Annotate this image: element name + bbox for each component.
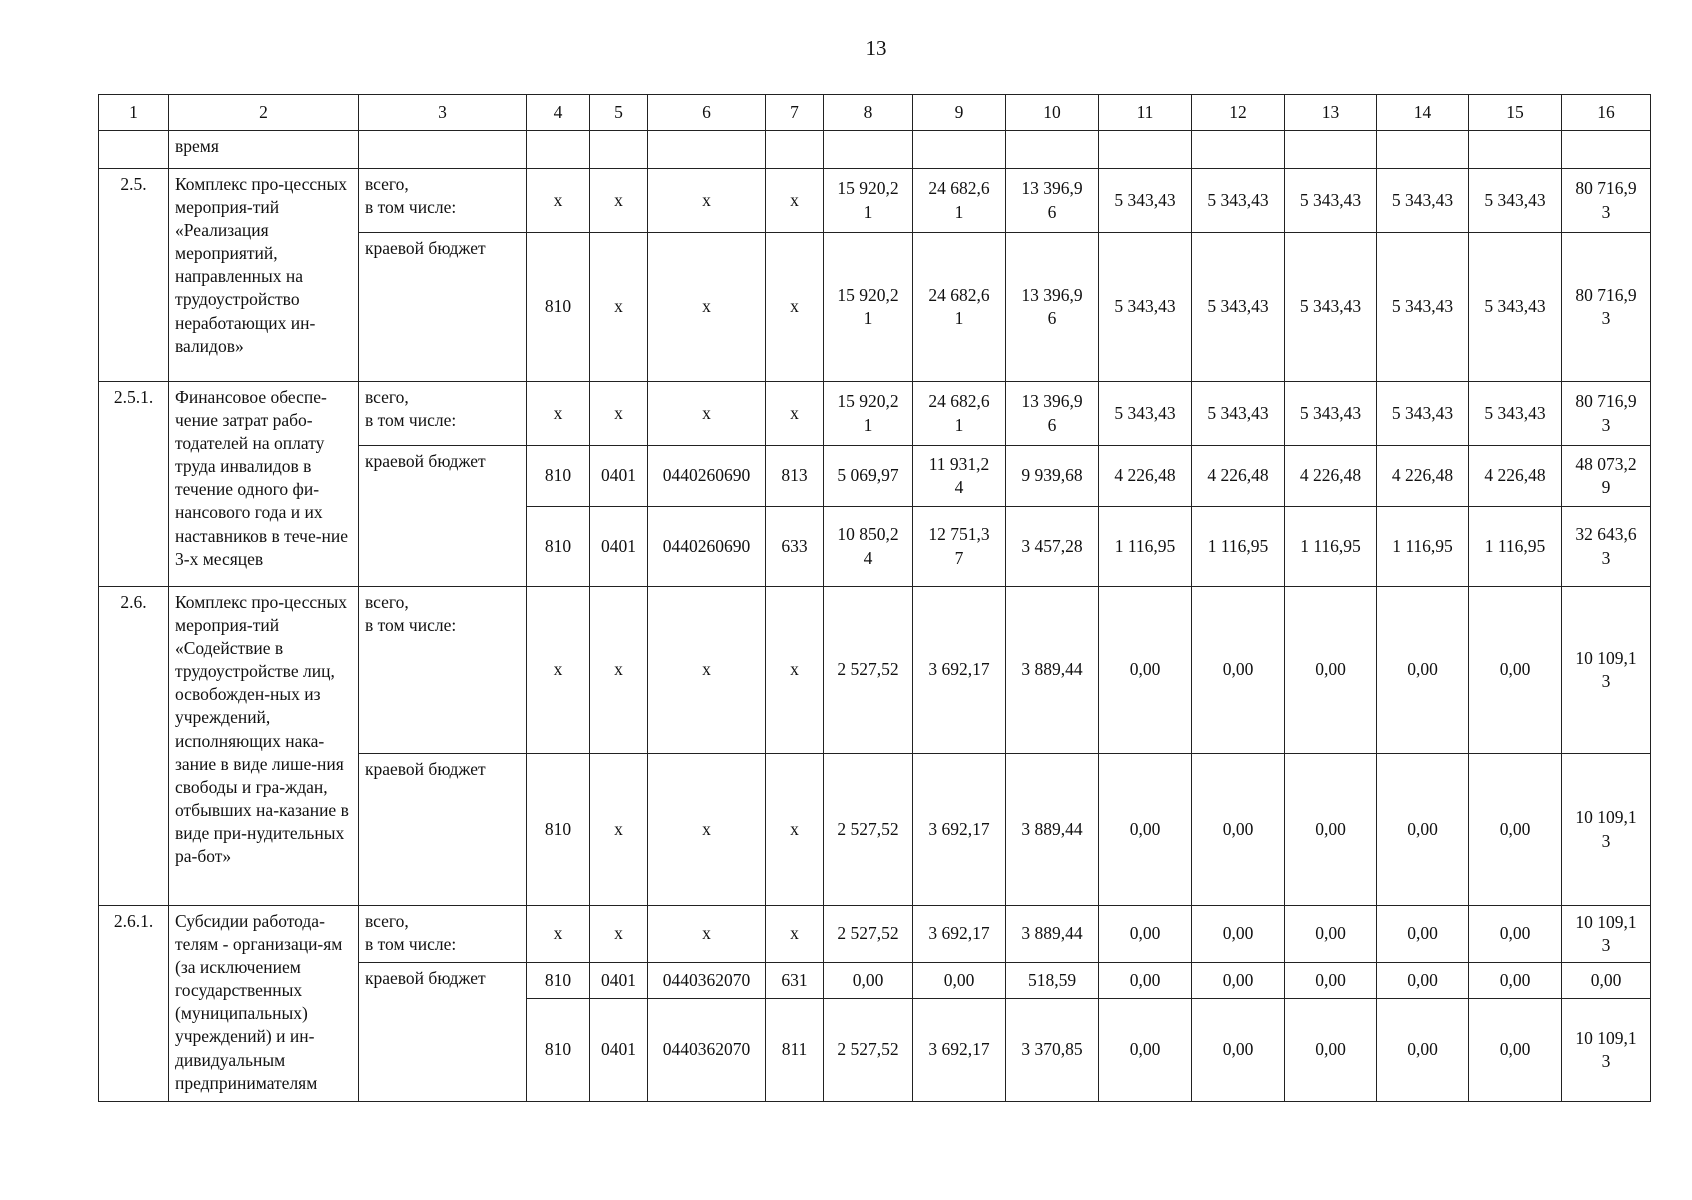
amount-cell: 3 889,44 [1006, 587, 1099, 754]
table-row [99, 906, 1651, 963]
funding-source: краевой бюджет [359, 446, 527, 587]
code-cell: x [766, 382, 824, 446]
amount-cell: 4 226,48 [1192, 446, 1285, 507]
table-row [99, 169, 1651, 233]
empty-cell [648, 131, 766, 169]
funding-source: всего, в том числе: [359, 906, 527, 963]
budget-table [98, 94, 1651, 1102]
amount-cell: 32 643,6 3 [1562, 507, 1651, 587]
amount-cell: 4 226,48 [1285, 446, 1377, 507]
amount-cell: 10 850,2 4 [824, 507, 913, 587]
code-cell: 0401 [590, 446, 648, 507]
empty-cell [1562, 131, 1651, 169]
column-header: 9 [913, 95, 1006, 131]
amount-cell: 0,00 [1469, 906, 1562, 963]
amount-cell: 0,00 [1192, 587, 1285, 754]
amount-cell: 9 939,68 [1006, 446, 1099, 507]
amount-cell: 12 751,3 7 [913, 507, 1006, 587]
code-cell: x [648, 382, 766, 446]
amount-cell: 0,00 [1285, 587, 1377, 754]
column-header: 10 [1006, 95, 1099, 131]
code-cell: x [766, 587, 824, 754]
column-header: 2 [169, 95, 359, 131]
amount-cell: 10 109,1 3 [1562, 754, 1651, 906]
amount-cell: 2 527,52 [824, 754, 913, 906]
amount-cell: 1 116,95 [1285, 507, 1377, 587]
funding-source: краевой бюджет [359, 963, 527, 1102]
code-cell: x [590, 754, 648, 906]
amount-cell: 80 716,9 3 [1562, 169, 1651, 233]
amount-cell: 15 920,2 1 [824, 233, 913, 382]
amount-cell: 5 343,43 [1469, 169, 1562, 233]
amount-cell: 518,59 [1006, 963, 1099, 999]
amount-cell: 13 396,9 6 [1006, 233, 1099, 382]
amount-cell: 0,00 [1469, 754, 1562, 906]
header-row [99, 95, 1651, 131]
code-cell: 810 [527, 507, 590, 587]
code-cell: x [527, 169, 590, 233]
amount-cell: 0,00 [1377, 754, 1469, 906]
amount-cell: 3 692,17 [913, 999, 1006, 1102]
amount-cell: 4 226,48 [1099, 446, 1192, 507]
amount-cell: 1 116,95 [1469, 507, 1562, 587]
code-cell: 810 [527, 233, 590, 382]
row-number: 2.5. [99, 169, 169, 382]
amount-cell: 48 073,2 9 [1562, 446, 1651, 507]
amount-cell: 0,00 [1285, 906, 1377, 963]
amount-cell: 5 343,43 [1099, 382, 1192, 446]
amount-cell: 0,00 [1377, 999, 1469, 1102]
amount-cell: 24 682,6 1 [913, 169, 1006, 233]
amount-cell: 0,00 [1285, 963, 1377, 999]
amount-cell: 5 343,43 [1192, 382, 1285, 446]
amount-cell: 10 109,1 3 [1562, 587, 1651, 754]
empty-cell [1377, 131, 1469, 169]
empty-cell [1006, 131, 1099, 169]
amount-cell: 0,00 [1192, 999, 1285, 1102]
amount-cell: 2 527,52 [824, 587, 913, 754]
amount-cell: 13 396,9 6 [1006, 382, 1099, 446]
amount-cell: 24 682,6 1 [913, 233, 1006, 382]
table-row [99, 382, 1651, 446]
amount-cell: 0,00 [1192, 963, 1285, 999]
amount-cell: 10 109,1 3 [1562, 906, 1651, 963]
column-header: 6 [648, 95, 766, 131]
amount-cell: 3 370,85 [1006, 999, 1099, 1102]
continuation-row [99, 131, 1651, 169]
column-header: 16 [1562, 95, 1651, 131]
funding-source: всего, в том числе: [359, 587, 527, 754]
code-cell: x [648, 906, 766, 963]
empty-cell [527, 131, 590, 169]
code-cell: 810 [527, 999, 590, 1102]
amount-cell: 0,00 [1099, 906, 1192, 963]
code-cell: 0440260690 [648, 446, 766, 507]
amount-cell: 0,00 [1192, 754, 1285, 906]
row-number: 2.6. [99, 587, 169, 906]
code-cell: x [766, 906, 824, 963]
code-cell: x [766, 233, 824, 382]
code-cell: x [590, 233, 648, 382]
code-cell: 810 [527, 446, 590, 507]
amount-cell: 3 692,17 [913, 754, 1006, 906]
amount-cell: 5 343,43 [1285, 382, 1377, 446]
amount-cell: 5 343,43 [1099, 233, 1192, 382]
code-cell: x [590, 587, 648, 754]
amount-cell: 5 343,43 [1377, 233, 1469, 382]
amount-cell: 1 116,95 [1099, 507, 1192, 587]
amount-cell: 3 889,44 [1006, 754, 1099, 906]
row-number: 2.5.1. [99, 382, 169, 587]
empty-cell [1469, 131, 1562, 169]
amount-cell: 1 116,95 [1377, 507, 1469, 587]
code-cell: x [527, 382, 590, 446]
measure-name: Комплекс про-цессных мероприя-тий «Реализация мероприятий, направленных на трудоустройство неработающих ин-валидов» [169, 169, 359, 382]
amount-cell: 0,00 [1285, 754, 1377, 906]
amount-cell: 0,00 [1469, 963, 1562, 999]
amount-cell: 80 716,9 3 [1562, 382, 1651, 446]
code-cell: 633 [766, 507, 824, 587]
amount-cell: 0,00 [1469, 999, 1562, 1102]
measure-name: Субсидии работода-телям - организаци-ям (за исключением государственных (муниципальных) учреждений) и ин-дивидуальным предпринимателям [169, 906, 359, 1102]
code-cell: x [648, 169, 766, 233]
empty-cell [824, 131, 913, 169]
amount-cell: 0,00 [1099, 587, 1192, 754]
amount-cell: 0,00 [913, 963, 1006, 999]
table-row [99, 587, 1651, 754]
code-cell: 813 [766, 446, 824, 507]
code-cell: 0440362070 [648, 999, 766, 1102]
column-header: 13 [1285, 95, 1377, 131]
amount-cell: 0,00 [1562, 963, 1651, 999]
amount-cell: 0,00 [1285, 999, 1377, 1102]
amount-cell: 13 396,9 6 [1006, 169, 1099, 233]
code-cell: 810 [527, 963, 590, 999]
amount-cell: 15 920,2 1 [824, 169, 913, 233]
page-number: 13 [865, 36, 887, 60]
amount-cell: 5 343,43 [1192, 169, 1285, 233]
amount-cell: 15 920,2 1 [824, 382, 913, 446]
empty-cell [1192, 131, 1285, 169]
empty-cell [913, 131, 1006, 169]
row-number: 2.6.1. [99, 906, 169, 1102]
code-cell: 810 [527, 754, 590, 906]
empty-cell [359, 131, 527, 169]
column-header: 5 [590, 95, 648, 131]
code-cell: 0401 [590, 963, 648, 999]
code-cell: x [766, 169, 824, 233]
code-cell: 0401 [590, 999, 648, 1102]
funding-source: краевой бюджет [359, 754, 527, 906]
amount-cell: 0,00 [1099, 999, 1192, 1102]
amount-cell: 0,00 [1469, 587, 1562, 754]
amount-cell: 5 069,97 [824, 446, 913, 507]
amount-cell: 5 343,43 [1469, 382, 1562, 446]
funding-source: всего, в том числе: [359, 169, 527, 233]
amount-cell: 5 343,43 [1192, 233, 1285, 382]
column-header: 12 [1192, 95, 1285, 131]
code-cell: x [648, 587, 766, 754]
code-cell: x [590, 169, 648, 233]
amount-cell: 3 692,17 [913, 906, 1006, 963]
measure-name: Комплекс про-цессных мероприя-тий «Содействие в трудоустройстве лиц, освобожден-ных из учреждений, исполняющих нака-зание в виде лише-ния свободы и гра-ждан, отбывших на-казание в виде при-нудительных ра-бот» [169, 587, 359, 906]
amount-cell: 3 692,17 [913, 587, 1006, 754]
funding-source: всего, в том числе: [359, 382, 527, 446]
empty-cell [766, 131, 824, 169]
amount-cell: 4 226,48 [1469, 446, 1562, 507]
amount-cell: 5 343,43 [1469, 233, 1562, 382]
column-header: 15 [1469, 95, 1562, 131]
code-cell: x [648, 233, 766, 382]
amount-cell: 0,00 [1099, 754, 1192, 906]
code-cell: 0440362070 [648, 963, 766, 999]
column-header: 4 [527, 95, 590, 131]
code-cell: 631 [766, 963, 824, 999]
amount-cell: 2 527,52 [824, 906, 913, 963]
empty-cell [590, 131, 648, 169]
continuation-text: время [169, 131, 359, 169]
code-cell: 0440260690 [648, 507, 766, 587]
amount-cell: 5 343,43 [1285, 233, 1377, 382]
code-cell: x [590, 382, 648, 446]
code-cell: x [527, 906, 590, 963]
amount-cell: 5 343,43 [1377, 382, 1469, 446]
amount-cell: 2 527,52 [824, 999, 913, 1102]
amount-cell: 80 716,9 3 [1562, 233, 1651, 382]
amount-cell: 5 343,43 [1285, 169, 1377, 233]
code-cell: 811 [766, 999, 824, 1102]
amount-cell: 10 109,1 3 [1562, 999, 1651, 1102]
empty-cell [1099, 131, 1192, 169]
amount-cell: 0,00 [1377, 906, 1469, 963]
amount-cell: 3 889,44 [1006, 906, 1099, 963]
amount-cell: 5 343,43 [1377, 169, 1469, 233]
column-header: 8 [824, 95, 913, 131]
code-cell: x [648, 754, 766, 906]
code-cell: 0401 [590, 507, 648, 587]
code-cell: x [527, 587, 590, 754]
amount-cell: 0,00 [1099, 963, 1192, 999]
amount-cell: 3 457,28 [1006, 507, 1099, 587]
amount-cell: 0,00 [1377, 587, 1469, 754]
measure-name: Финансовое обеспе-чение затрат рабо-тодателей на оплату труда инвалидов в течение одного фи-нансового года и их наставников в тече-ние 3-х месяцев [169, 382, 359, 587]
amount-cell: 1 116,95 [1192, 507, 1285, 587]
column-header: 7 [766, 95, 824, 131]
amount-cell: 11 931,2 4 [913, 446, 1006, 507]
amount-cell: 0,00 [824, 963, 913, 999]
empty-cell [1285, 131, 1377, 169]
code-cell: x [766, 754, 824, 906]
column-header: 1 [99, 95, 169, 131]
amount-cell: 0,00 [1192, 906, 1285, 963]
column-header: 11 [1099, 95, 1192, 131]
empty-cell [99, 131, 169, 169]
funding-source: краевой бюджет [359, 233, 527, 382]
column-header: 14 [1377, 95, 1469, 131]
amount-cell: 24 682,6 1 [913, 382, 1006, 446]
amount-cell: 5 343,43 [1099, 169, 1192, 233]
amount-cell: 0,00 [1377, 963, 1469, 999]
amount-cell: 4 226,48 [1377, 446, 1469, 507]
code-cell: x [590, 906, 648, 963]
column-header: 3 [359, 95, 527, 131]
